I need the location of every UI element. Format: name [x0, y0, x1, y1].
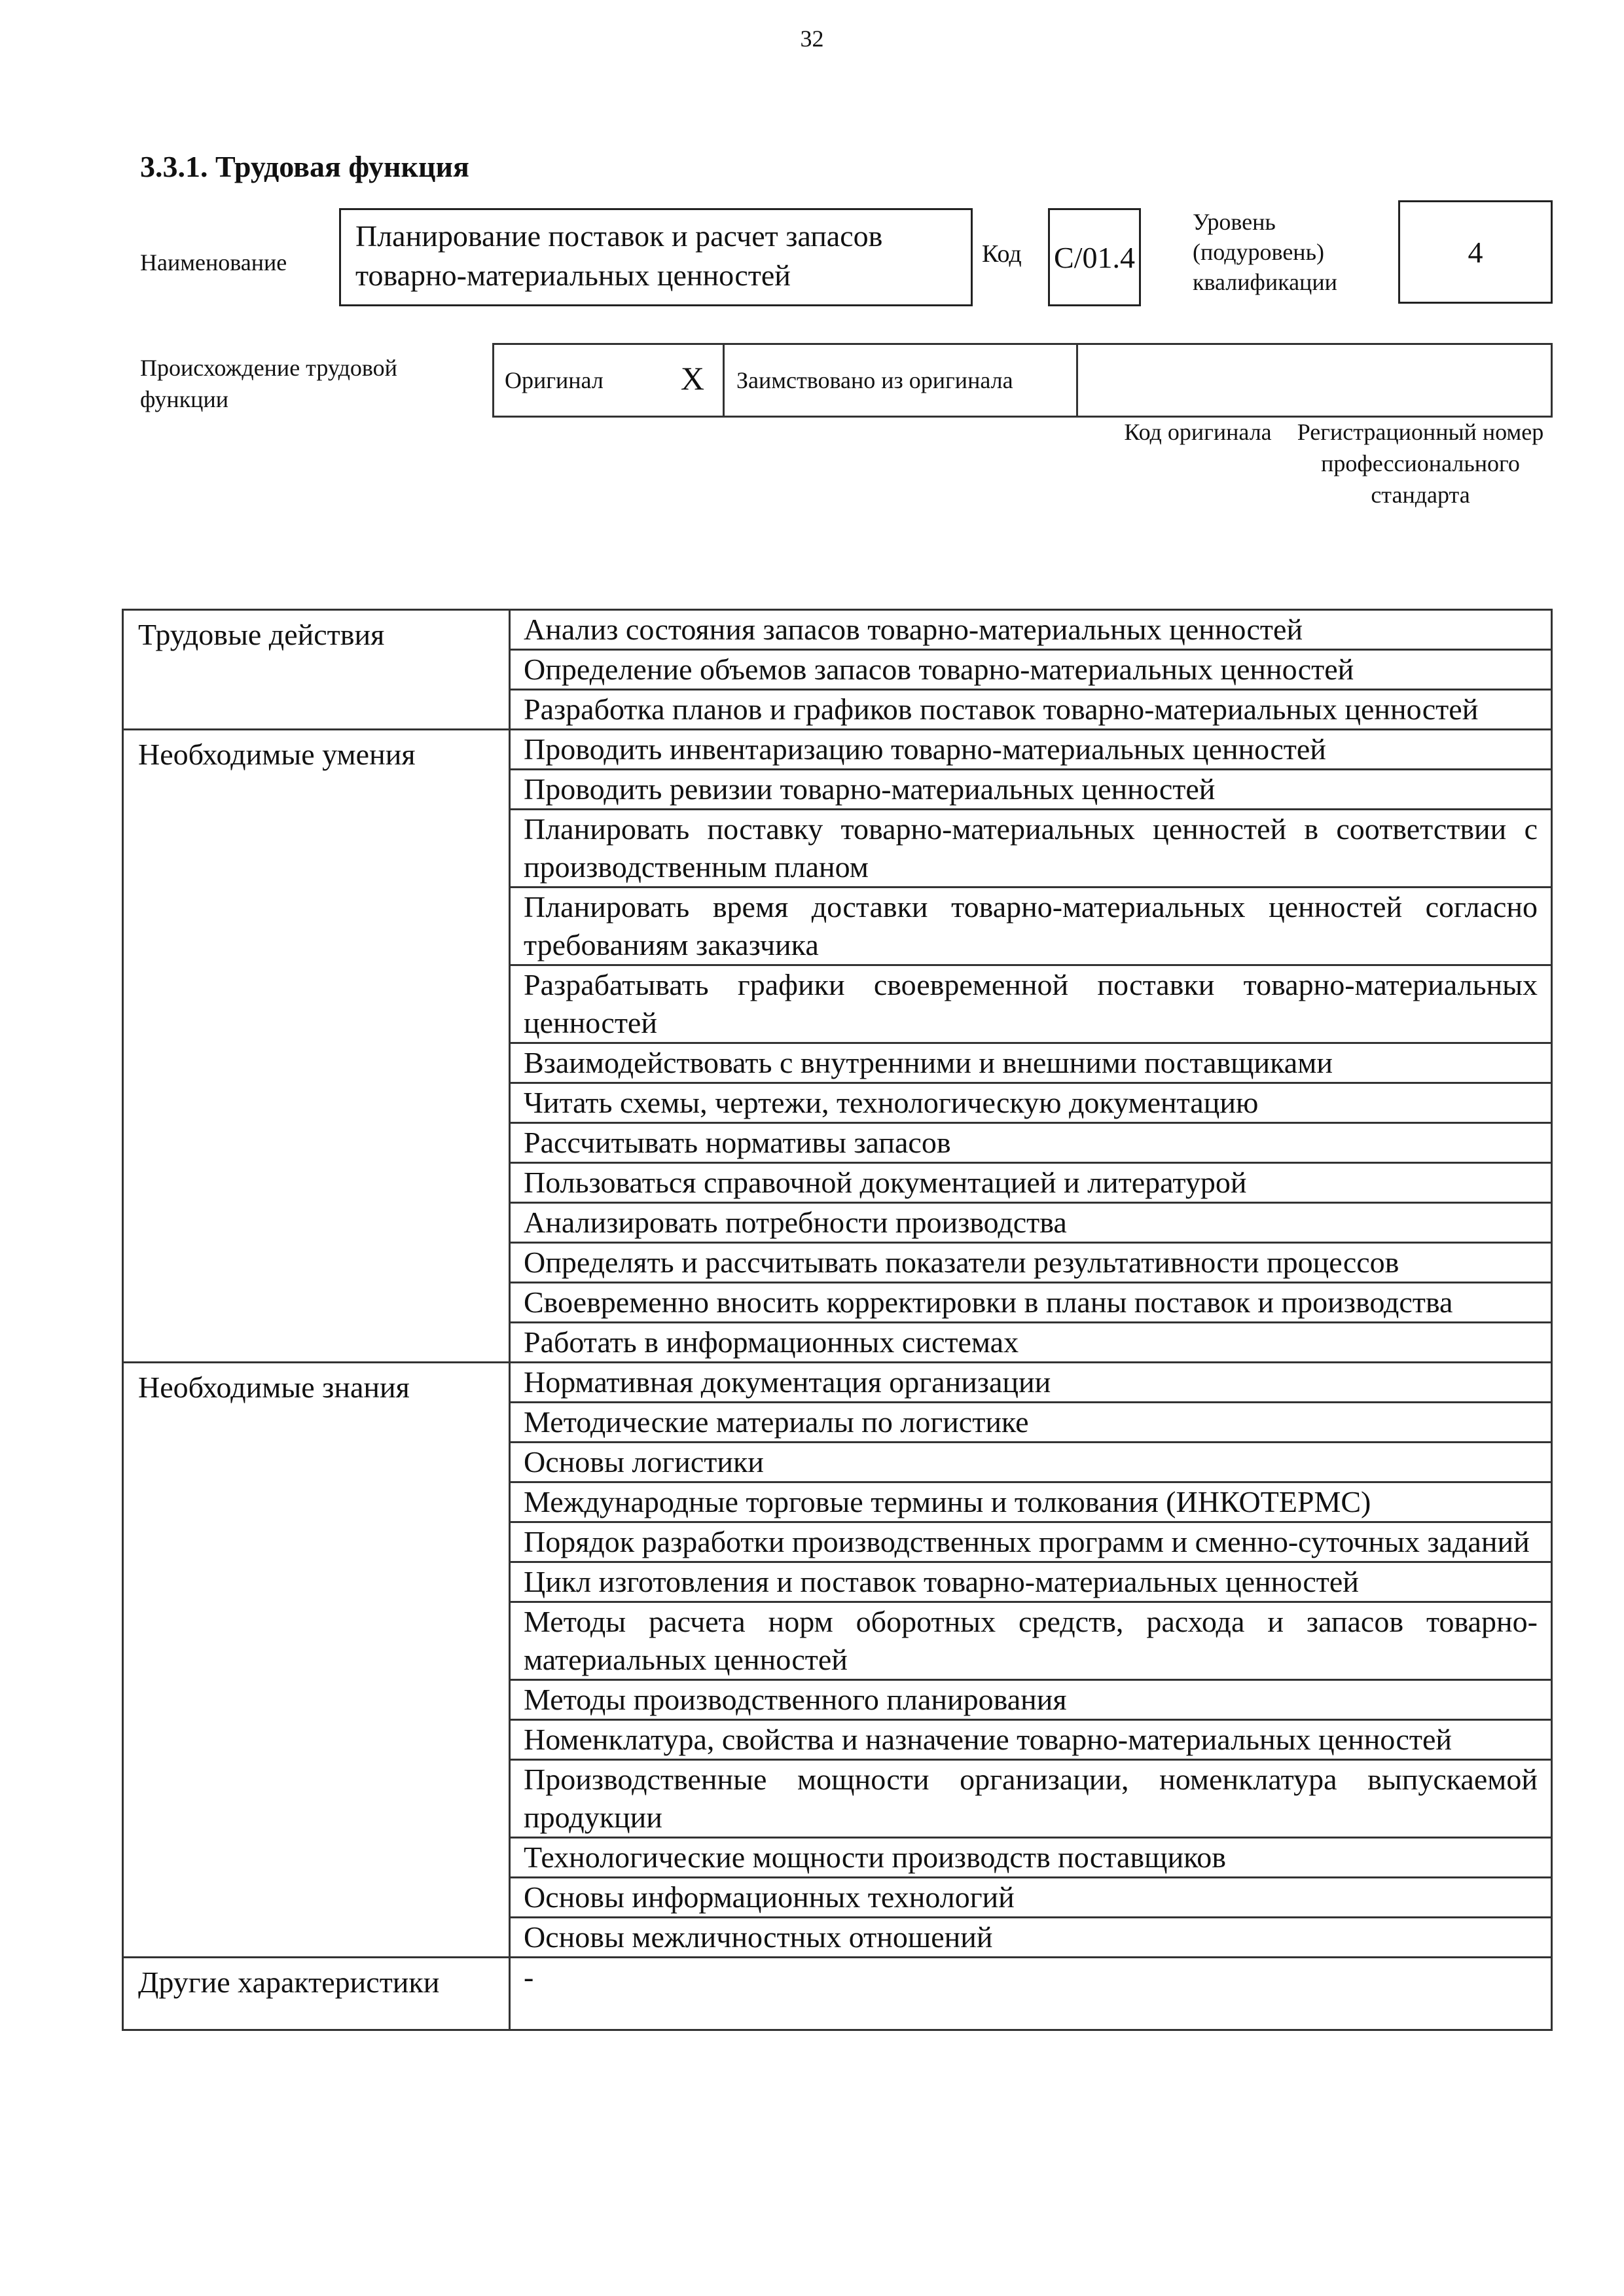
code-value: С/01.4: [1048, 208, 1141, 306]
item-cell: Основы логистики: [510, 1443, 1552, 1482]
origin-original-cell: [492, 343, 723, 418]
origin-empty-cell: [1076, 343, 1553, 418]
item-cell: Цикл изготовления и поставок товарно-материальных ценностей: [510, 1562, 1552, 1602]
page-number: 32: [800, 26, 824, 52]
category-cell: Трудовые действия: [123, 610, 510, 730]
registration-number-caption: Регистрационный номер профессионального стандарта: [1297, 419, 1544, 508]
item-cell: Номенклатура, свойства и назначение товарно-материальных ценностей: [510, 1720, 1552, 1760]
item-cell: Анализ состояния запасов товарно-материальных ценностей: [510, 610, 1552, 650]
table-row: [123, 1363, 1552, 1403]
item-cell: Порядок разработки производственных программ и сменно-суточных заданий: [510, 1522, 1552, 1562]
item-cell: Проводить ревизии товарно-материальных ценностей: [510, 770, 1552, 810]
item-cell: Анализировать потребности производства: [510, 1203, 1552, 1243]
item-cell: Международные торговые термины и толкования (ИНКОТЕРМС): [510, 1482, 1552, 1522]
origin-original-mark: X: [680, 360, 704, 397]
item-cell: Планировать время доставки товарно-материальных ценностей согласно требованиям заказчика: [510, 888, 1552, 965]
item-cell: Методы производственного планирования: [510, 1680, 1552, 1720]
level-value: 4: [1398, 200, 1553, 304]
item-cell: Проводить инвентаризацию товарно-материальных ценностей: [510, 730, 1552, 770]
section-title: 3.3.1. Трудовая функция: [140, 150, 469, 183]
item-cell: Методы расчета норм оборотных средств, расхода и запасов товарно-материальных ценностей: [510, 1602, 1552, 1680]
item-cell: Разработка планов и графиков поставок товарно-материальных ценностей: [510, 690, 1552, 730]
category-cell: Необходимые умения: [123, 730, 510, 1363]
item-cell: Планировать поставку товарно-материальных ценностей в соответствии с производственным планом: [510, 810, 1552, 888]
table-row: [123, 730, 1552, 770]
item-cell: Рассчитывать нормативы запасов: [510, 1123, 1552, 1163]
level-label: Уровень (подуровень) квалификации: [1193, 209, 1337, 295]
item-cell: Нормативная документация организации: [510, 1363, 1552, 1403]
item-cell: Технологические мощности производств поставщиков: [510, 1838, 1552, 1878]
other-characteristics-value: -: [510, 1958, 1552, 2030]
table-row: [123, 610, 1552, 650]
table-row: [123, 1958, 1552, 2030]
code-original-caption: Код оригинала: [1124, 419, 1272, 445]
item-cell: Разрабатывать графики своевременной поставки товарно-материальных ценностей: [510, 965, 1552, 1043]
origin-borrowed-label: Заимствовано из оригинала: [736, 367, 1013, 393]
item-cell: Определять и рассчитывать показатели результативности процессов: [510, 1243, 1552, 1283]
item-cell: Методические материалы по логистике: [510, 1403, 1552, 1443]
item-cell: Своевременно вносить корректировки в планы поставок и производства: [510, 1283, 1552, 1323]
item-cell: Читать схемы, чертежи, технологическую документацию: [510, 1083, 1552, 1123]
origin-label: Происхождение трудовой функции: [140, 355, 397, 412]
origin-borrowed-cell: [723, 343, 1076, 418]
item-cell: Работать в информационных системах: [510, 1323, 1552, 1363]
name-value: Планирование поставок и расчет запасов товарно-материальных ценностей: [339, 208, 973, 306]
item-cell: Производственные мощности организации, номенклатура выпускаемой продукции: [510, 1760, 1552, 1838]
origin-table: [492, 343, 1553, 418]
labor-function-table: [122, 609, 1553, 2031]
item-cell: Определение объемов запасов товарно-материальных ценностей: [510, 650, 1552, 690]
item-cell: Взаимодействовать с внутренними и внешними поставщиками: [510, 1043, 1552, 1083]
item-cell: Основы информационных технологий: [510, 1878, 1552, 1918]
name-label: Наименование: [140, 249, 287, 276]
item-cell: Основы межличностных отношений: [510, 1918, 1552, 1958]
item-cell: Пользоваться справочной документацией и литературой: [510, 1163, 1552, 1203]
code-label: Код: [982, 240, 1022, 268]
origin-original-label: Оригинал: [505, 367, 604, 393]
other-characteristics-label: Другие характеристики: [123, 1958, 510, 2030]
category-cell: Необходимые знания: [123, 1363, 510, 1958]
